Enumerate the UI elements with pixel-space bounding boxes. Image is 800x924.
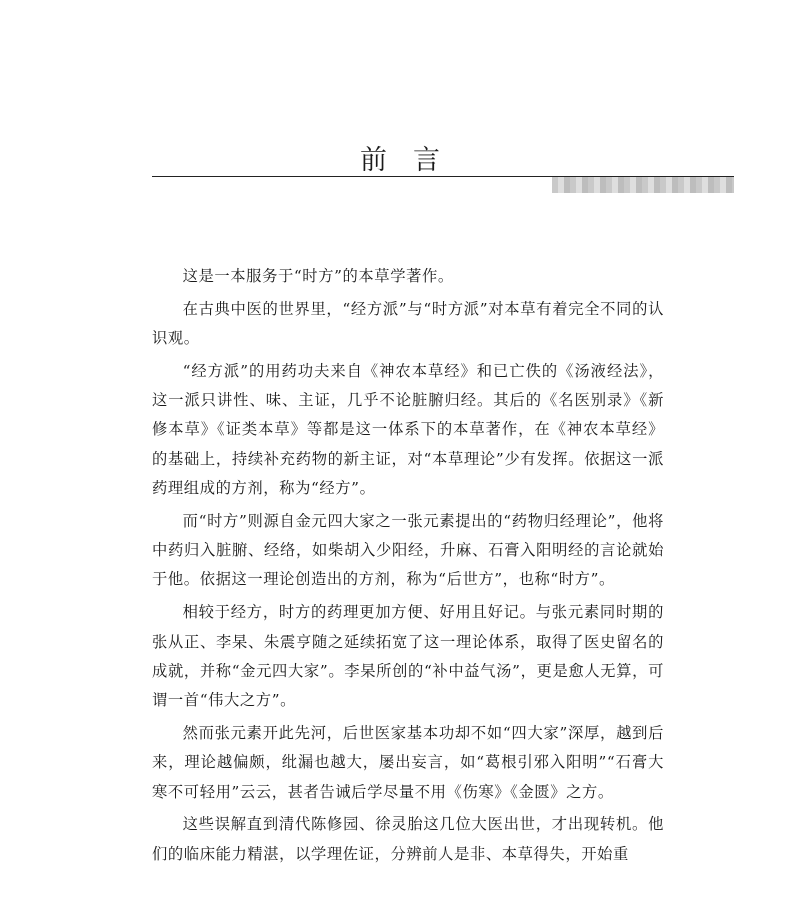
body-text xyxy=(152,262,664,872)
decorative-band xyxy=(552,177,734,193)
paragraph: 这是一本服务于“时方”的本草学著作。 xyxy=(182,267,454,285)
page-title: 前言 xyxy=(360,145,466,176)
paragraph: 这些误解直到清代陈修园、徐灵胎这几位大医出世，才出现转机。他们的临床能力精湛，以学理佐证，分辨前人是非、本草得失，开始重 xyxy=(152,815,664,863)
paragraph: 在古典中医的世界里，“经方派”与“时方派”对本草有着完全不同的认识观。 xyxy=(152,299,664,348)
paragraph: 而“时方”则源自金元四大家之一张元素提出的“药物归经理论”，他将中药归入脏腑、经络，如柴胡入少阳经，升麻、石膏入阳明经的言论就始于他。依据这一理论创造出的方剂，称为“后世方”，也称“时方”。 xyxy=(152,511,664,589)
paragraph: “经方派”的用药功夫来自《神农本草经》和已亡佚的《汤液经法》，这一派只讲性、味、主证，几乎不论脏腑归经。其后的《名医别录》《新修本草》《证类本草》等都是这一体系下的本草著作，在《神农本草经》的基础上，持续补充药物的新主证，对“本草理论”少有发挥。依据这一派药理组成的方剂，称为“经方”。 xyxy=(152,361,664,498)
paragraph: 然而张元素开此先河，后世医家基本功却不如“四大家”深厚，越到后来，理论越偏颇，纰漏也越大，屡出妄言，如“葛根引邪入阳明”“石膏大寒不可轻用”云云，甚者告诫后学尽量不用《伤寒》《金匮》之方。 xyxy=(152,723,664,801)
paragraph: 相较于经方，时方的药理更加方便、好用且好记。与张元素同时期的张从正、李杲、朱震亨随之延续拓宽了这一理论体系，取得了医史留名的成就，并称“金元四大家”。李杲所创的“补中益气汤”，更是愈人无算，可谓一首“伟大之方”。 xyxy=(152,603,664,710)
